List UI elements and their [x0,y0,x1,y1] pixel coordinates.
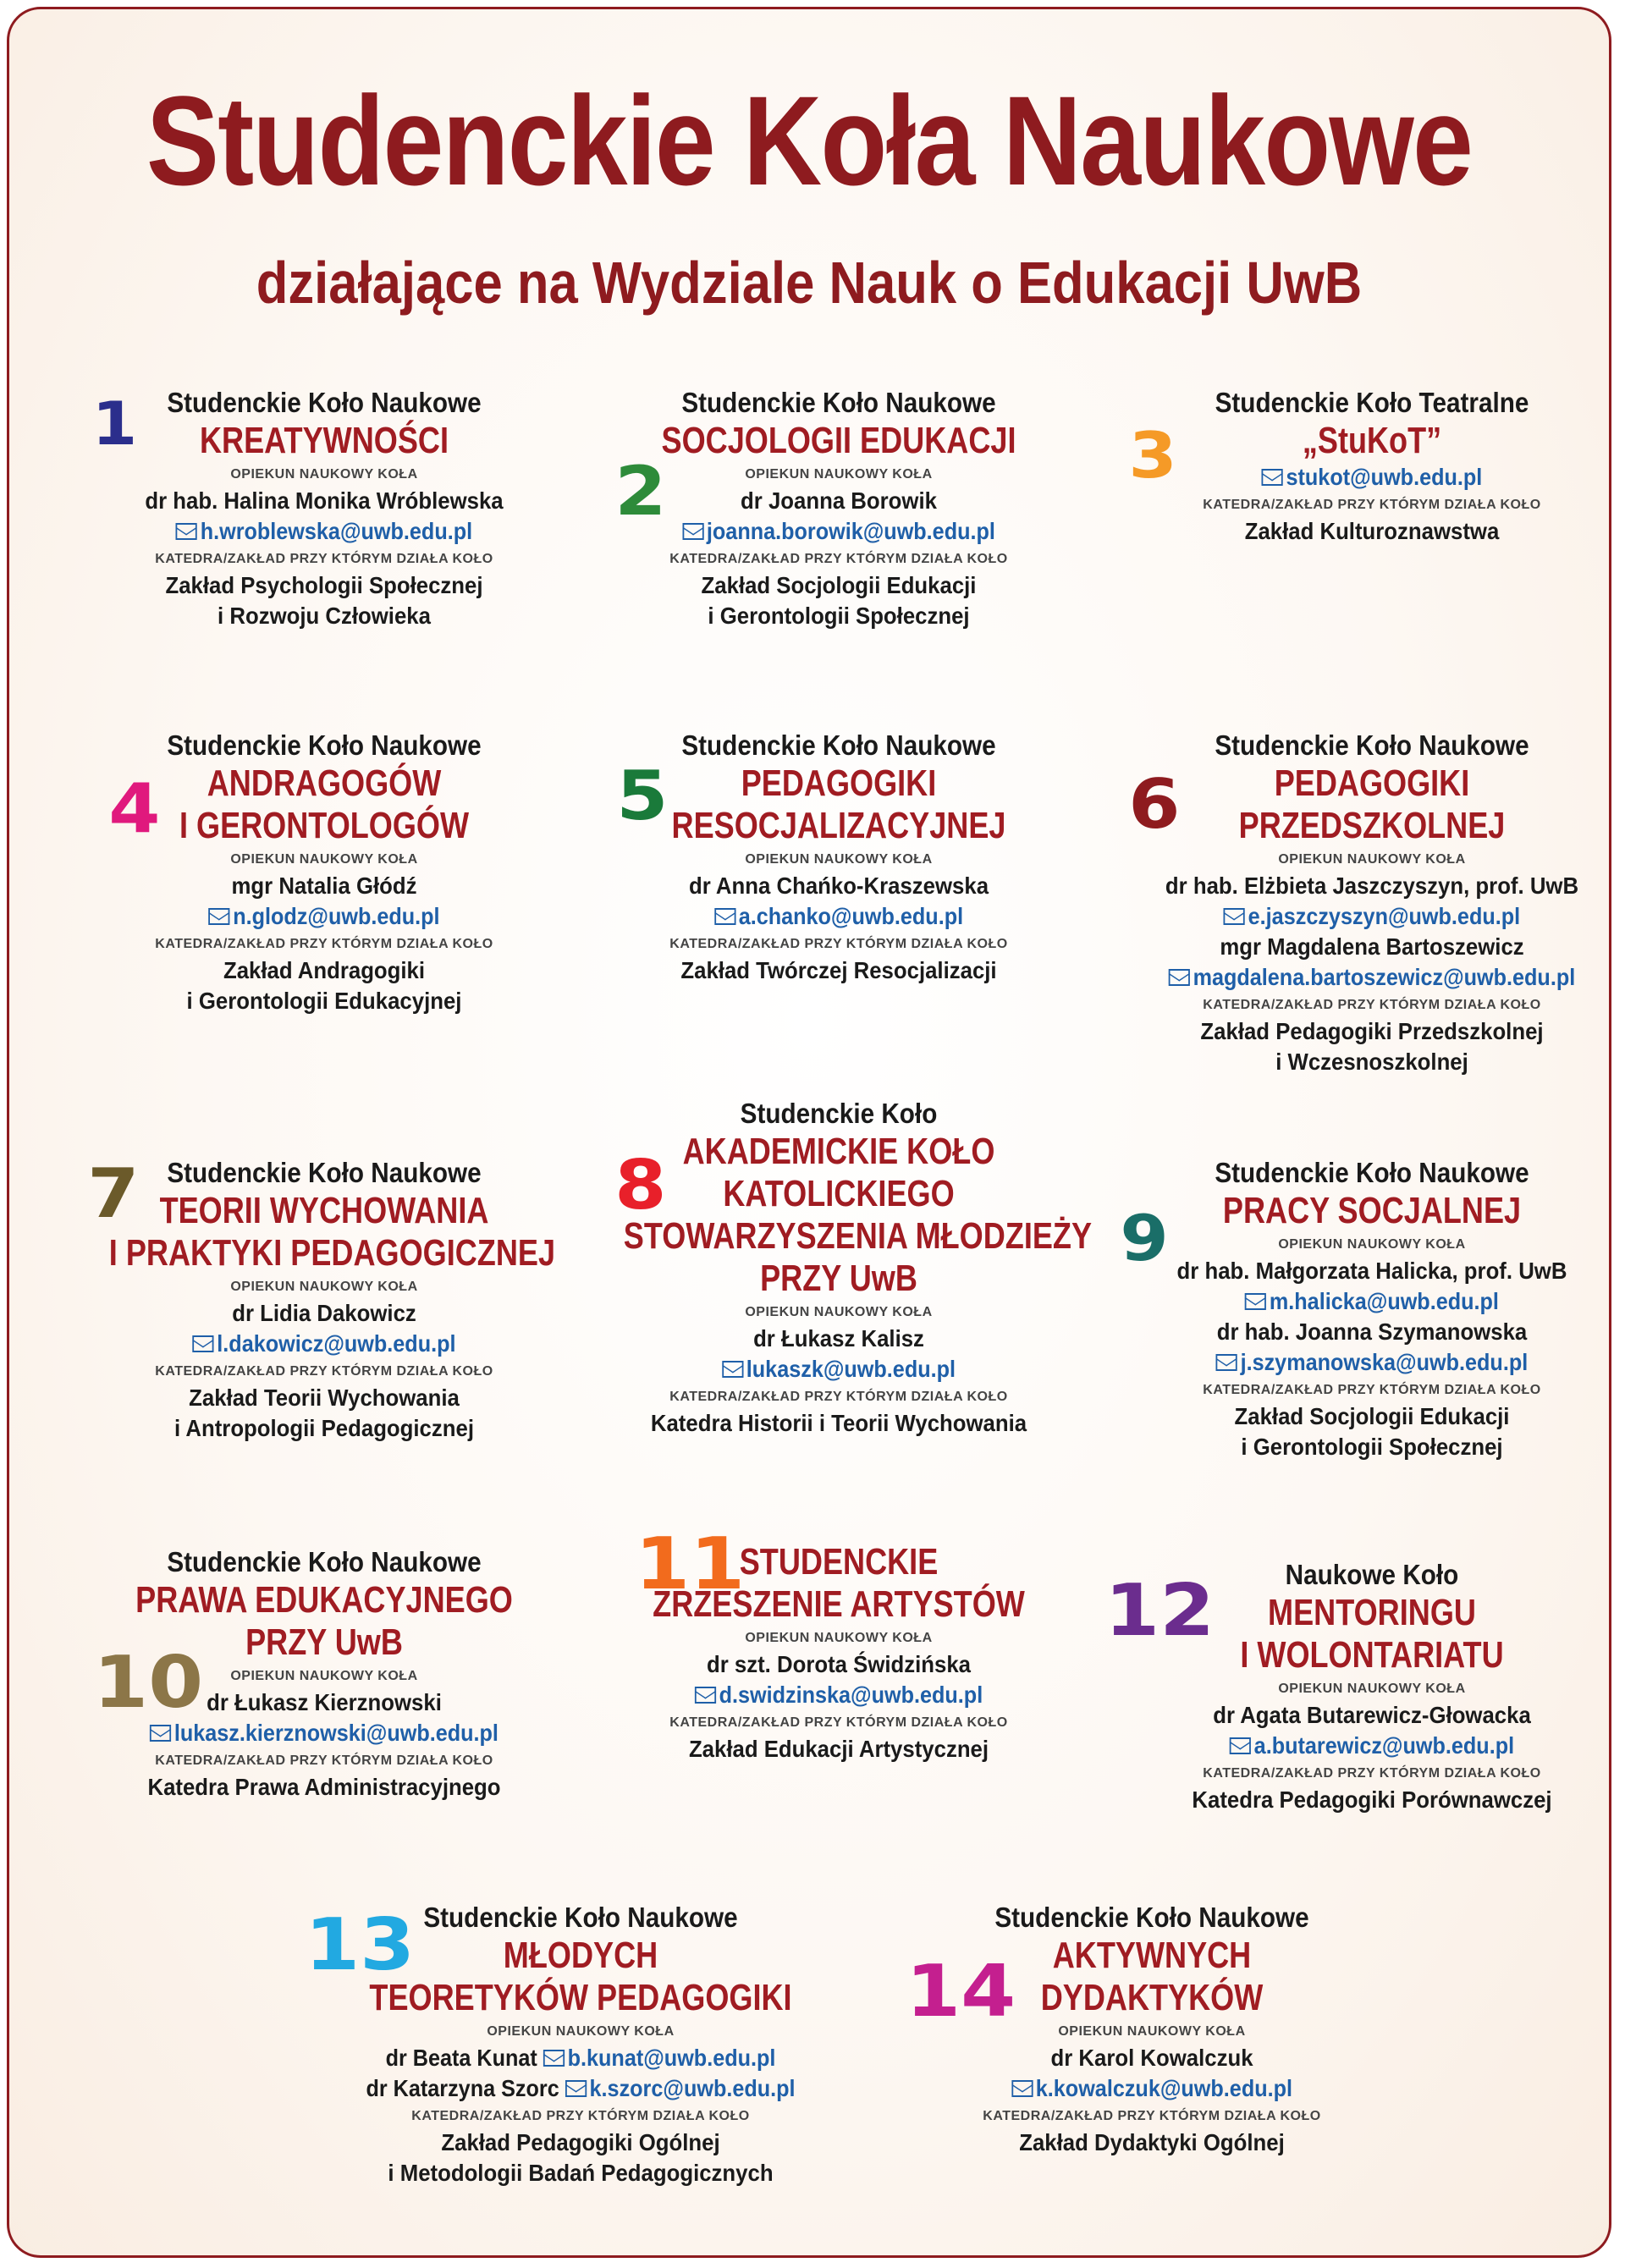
club-type: Studenckie Koło Naukowe [167,729,482,761]
supervisor-email[interactable]: lukaszk@uwb.edu.pl [603,1354,1075,1384]
envelope-icon [565,2080,587,2097]
department-label: KATEDRA/ZAKŁAD PRZY KTÓRYM DZIAŁA KOŁO [155,1364,493,1379]
supervisor-label: OPIEKUN NAUKOWY KOŁA [745,852,933,867]
club-name: TEORETYKÓW PEDAGOGIKI [369,1977,792,2018]
club-name: AKADEMICKIE KOŁO [682,1131,995,1172]
supervisor-email[interactable]: e.jaszczyszyn@uwb.edu.pl [1136,901,1608,932]
club-block [1110,386,1611,547]
supervisor-name: dr hab. Joanna Szymanowska [1216,1318,1528,1345]
envelope-icon [176,523,197,540]
club-type: Naukowe Koło [1285,1559,1459,1590]
club-type: Studenckie Koło Naukowe [681,729,996,761]
envelope-icon [1169,969,1190,986]
envelope-icon [1216,1354,1237,1371]
department-name: i Metodologii Badań Pedagogicznych [388,2160,774,2186]
club-name: STOWARZYSZENIA MŁODZIEŻY [623,1215,1093,1257]
envelope-icon [1245,1293,1266,1310]
department-name: Zakład Edukacji Artystycznej [688,1736,989,1762]
club-type: Studenckie Koło Teatralne [1215,387,1529,418]
club-name: MENTORINGU [1268,1592,1476,1633]
supervisor-email[interactable]: b.kunat@uwb.edu.pl [543,2045,776,2071]
club-type: Studenckie Koło Naukowe [167,1157,482,1188]
envelope-icon [208,908,229,925]
club-number: 8 [614,1146,667,1225]
department-label: KATEDRA/ZAKŁAD PRZY KTÓRYM DZIAŁA KOŁO [1203,1766,1541,1781]
department-name: Zakład Teorii Wychowania [189,1384,460,1411]
supervisor-name: dr Beata Kunat [385,2045,543,2071]
club-number: 14 [906,1950,1016,2034]
club-block [576,1097,1101,1439]
poster [7,7,1611,2258]
supervisor-name: mgr Magdalena Bartoszewicz [1220,933,1524,960]
club-name: I GERONTOLOGÓW [179,805,470,846]
supervisor-label: OPIEKUN NAUKOWY KOŁA [745,1631,933,1645]
department-label: KATEDRA/ZAKŁAD PRZY KTÓRYM DZIAŁA KOŁO [669,1390,1008,1404]
club-type: Studenckie Koło [740,1098,938,1129]
department-name: i Antropologii Pedagogicznej [174,1415,474,1441]
club-name: ZRZESZENIE ARTYSTÓW [653,1583,1025,1625]
department-name: Katedra Pedagogiki Porównawczej [1192,1786,1552,1813]
supervisor-email[interactable]: magdalena.bartoszewicz@uwb.edu.pl [1136,962,1608,993]
supervisor-label: OPIEKUN NAUKOWY KOŁA [1278,852,1466,867]
supervisor-email[interactable]: stukot@uwb.edu.pl [1136,462,1608,493]
club-number: 1 [91,389,138,459]
department-name: i Rozwoju Człowieka [218,603,431,629]
envelope-icon [682,523,703,540]
department-label: KATEDRA/ZAKŁAD PRZY KTÓRYM DZIAŁA KOŁO [155,552,493,566]
club-name: PRACY SOCJALNEJ [1222,1190,1522,1231]
department-name: Zakład Dydaktyki Ogólnej [1019,2129,1285,2155]
supervisor-label: OPIEKUN NAUKOWY KOŁA [230,1280,418,1294]
envelope-icon [543,2050,565,2067]
club-number: 11 [635,1522,746,1606]
envelope-icon [714,908,735,925]
envelope-icon [1230,1737,1251,1754]
page-title: Studenckie Koła Naukowe [146,69,1473,212]
supervisor-name: dr Katarzyna Szorc [366,2075,565,2101]
club-block [576,1541,1101,1764]
supervisor-email[interactable]: a.butarewicz@uwb.edu.pl [1136,1731,1608,1761]
supervisor-name: dr szt. Dorota Świdzińska [706,1651,972,1677]
supervisor-email[interactable]: a.chanko@uwb.edu.pl [603,901,1075,932]
club-number: 12 [1104,1569,1215,1653]
club-name: PRAWA EDUKACYJNEGO [135,1579,513,1621]
club-block [62,386,587,631]
club-number: 6 [1128,765,1181,844]
supervisor-label: OPIEKUN NAUKOWY KOŁA [230,467,418,482]
department-label: KATEDRA/ZAKŁAD PRZY KTÓRYM DZIAŁA KOŁO [1203,498,1541,512]
club-name: PRZY UwB [245,1621,403,1663]
club-block [1110,729,1611,1077]
supervisor-label: OPIEKUN NAUKOWY KOŁA [1058,2024,1246,2039]
envelope-icon [150,1725,171,1742]
supervisor-row [344,2073,817,2104]
supervisor-name: dr Anna Chańko-Kraszewska [688,873,989,899]
club-name: SOCJOLOGII EDUKACJI [661,420,1016,461]
club-block [576,729,1101,986]
club-number: 13 [305,1903,416,1987]
club-number: 4 [108,769,161,848]
supervisor-email[interactable]: m.halicka@uwb.edu.pl [1136,1286,1608,1317]
supervisor-email[interactable]: k.kowalczuk@uwb.edu.pl [916,2073,1388,2104]
department-name: Zakład Socjologii Edukacji [701,572,977,598]
supervisor-row [344,2043,817,2073]
department-label: KATEDRA/ZAKŁAD PRZY KTÓRYM DZIAŁA KOŁO [155,937,493,951]
envelope-icon [1224,908,1245,925]
department-name: i Gerontologii Edukacyjnej [186,988,462,1014]
supervisor-email[interactable]: j.szymanowska@uwb.edu.pl [1136,1347,1608,1378]
department-name: i Gerontologii Społecznej [1241,1434,1503,1460]
club-name: DYDAKTYKÓW [1040,1977,1264,2018]
supervisor-name: mgr Natalia Głódź [231,873,417,899]
club-type: Studenckie Koło Naukowe [681,387,996,418]
club-type: Studenckie Koło Naukowe [1215,1157,1529,1188]
supervisor-name: dr hab. Małgorzata Halicka, prof. UwB [1176,1258,1567,1284]
supervisor-name: dr hab. Elżbieta Jaszczyszyn, prof. UwB [1165,873,1579,899]
department-name: Zakład Pedagogiki Przedszkolnej [1200,1018,1544,1044]
club-number: 10 [93,1641,204,1725]
department-label: KATEDRA/ZAKŁAD PRZY KTÓRYM DZIAŁA KOŁO [1203,1383,1541,1397]
department-name: Zakład Twórczej Resocjalizacji [680,957,997,983]
club-name: TEORII WYCHOWANIA [159,1190,489,1231]
supervisor-name: dr Joanna Borowik [741,487,937,514]
department-name: Zakład Socjologii Edukacji [1234,1403,1510,1429]
department-name: Katedra Prawa Administracyjnego [147,1774,501,1800]
department-name: Zakład Kulturoznawstwa [1244,518,1500,544]
envelope-icon [722,1361,743,1378]
department-name: Zakład Psychologii Społecznej [165,572,483,598]
supervisor-name: dr Agata Butarewicz-Głowacka [1213,1702,1531,1728]
club-name: I PRAKTYKI PEDAGOGICZNEJ [108,1232,556,1274]
supervisor-label: OPIEKUN NAUKOWY KOŁA [1278,1237,1466,1252]
department-label: KATEDRA/ZAKŁAD PRZY KTÓRYM DZIAŁA KOŁO [669,552,1008,566]
department-label: KATEDRA/ZAKŁAD PRZY KTÓRYM DZIAŁA KOŁO [669,937,1008,951]
envelope-icon [192,1335,213,1352]
envelope-icon [1011,2080,1033,2097]
club-block [318,1901,843,2188]
club-name: KATOLICKIEGO [723,1173,955,1214]
supervisor-email[interactable]: joanna.borowik@uwb.edu.pl [603,516,1075,547]
supervisor-label: OPIEKUN NAUKOWY KOŁA [745,467,933,482]
department-label: KATEDRA/ZAKŁAD PRZY KTÓRYM DZIAŁA KOŁO [1203,998,1541,1012]
supervisor-email[interactable]: n.glodz@uwb.edu.pl [88,901,560,932]
club-number: 7 [87,1154,140,1233]
club-block [62,729,587,1016]
club-name: STUDENCKIE [739,1541,939,1583]
supervisor-name: dr hab. Halina Monika Wróblewska [145,487,504,514]
supervisor-label: OPIEKUN NAUKOWY KOŁA [745,1305,933,1319]
supervisor-email[interactable]: l.dakowicz@uwb.edu.pl [88,1329,560,1359]
club-number: 5 [616,757,669,835]
department-label: KATEDRA/ZAKŁAD PRZY KTÓRYM DZIAŁA KOŁO [983,2109,1321,2123]
club-block [62,1156,587,1444]
club-block [576,386,1101,631]
club-number: 9 [1120,1201,1169,1275]
department-label: KATEDRA/ZAKŁAD PRZY KTÓRYM DZIAŁA KOŁO [155,1753,493,1768]
club-number: 3 [1128,418,1177,493]
club-name: PEDAGOGIKI [1274,762,1470,804]
club-block [62,1545,587,1803]
club-name: PEDAGOGIKI [741,762,937,804]
club-name: PRZY UwB [760,1258,917,1299]
club-block [890,1901,1414,2158]
supervisor-email[interactable]: h.wroblewska@uwb.edu.pl [88,516,560,547]
club-name: „StuKoT” [1302,420,1442,461]
supervisor-label: OPIEKUN NAUKOWY KOŁA [230,852,418,867]
department-name: i Wczesnoszkolnej [1275,1049,1468,1075]
club-type: Studenckie Koło Naukowe [167,1546,482,1577]
supervisor-name: dr Lidia Dakowicz [232,1300,416,1326]
supervisor-label: OPIEKUN NAUKOWY KOŁA [1278,1682,1466,1696]
supervisor-name: dr Łukasz Kierznowski [207,1689,442,1715]
department-label: KATEDRA/ZAKŁAD PRZY KTÓRYM DZIAŁA KOŁO [669,1715,1008,1730]
department-label: KATEDRA/ZAKŁAD PRZY KTÓRYM DZIAŁA KOŁO [411,2109,750,2123]
club-name: ANDRAGOGÓW [207,762,442,804]
club-type: Studenckie Koło Naukowe [423,1902,738,1933]
club-block [1110,1558,1611,1815]
department-name: i Gerontologii Społecznej [708,603,970,629]
department-name: Katedra Historii i Teorii Wychowania [650,1410,1027,1436]
supervisor-email[interactable]: k.szorc@uwb.edu.pl [565,2075,796,2101]
club-name: RESOCJALIZACYJNEJ [671,805,1006,846]
club-name: AKTYWNYCH [1052,1935,1252,1976]
club-type: Studenckie Koło Naukowe [167,387,482,418]
supervisor-label: OPIEKUN NAUKOWY KOŁA [487,2024,675,2039]
club-name: PRZEDSZKOLNEJ [1238,805,1506,846]
page-subtitle: działające na Wydziale Nauk o Edukacji UwB [256,250,1363,316]
club-name: MŁODYCH [503,1935,658,1976]
supervisor-name: dr Łukasz Kalisz [753,1325,924,1351]
supervisor-label: OPIEKUN NAUKOWY KOŁA [230,1669,418,1683]
club-number: 2 [614,452,667,531]
club-type: Studenckie Koło Naukowe [994,1902,1309,1933]
club-name: KREATYWNOŚCI [200,420,449,461]
club-block [1110,1156,1611,1462]
envelope-icon [1262,469,1283,486]
club-name: I WOLONTARIATU [1240,1634,1504,1676]
supervisor-name: dr Karol Kowalczuk [1050,2045,1253,2071]
envelope-icon [695,1687,716,1704]
supervisor-email[interactable]: lukasz.kierznowski@uwb.edu.pl [88,1718,560,1748]
department-name: Zakład Pedagogiki Ogólnej [441,2129,720,2155]
supervisor-email[interactable]: d.swidzinska@uwb.edu.pl [603,1680,1075,1710]
department-name: Zakład Andragogiki [223,957,426,983]
club-type: Studenckie Koło Naukowe [1215,729,1529,761]
